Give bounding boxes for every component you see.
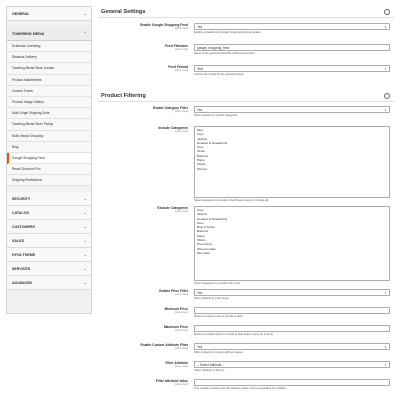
field-label [118, 325, 188, 332]
multiselect-option[interactable]: Men [197, 128, 203, 132]
enable-category-filter-select[interactable] [194, 106, 390, 113]
multiselect-option[interactable]: Tops [197, 208, 204, 212]
multiselect-option[interactable]: Womens Sale [197, 246, 216, 251]
field-label [118, 206, 188, 213]
section-title: General Settings [101, 8, 146, 15]
sidebar-section-towering-media[interactable] [7, 27, 91, 41]
field-label [118, 289, 188, 296]
collapse-icon[interactable]: ⌃ [385, 8, 389, 13]
chevron-down-icon: ⌄ [83, 280, 87, 286]
sidebar-section[interactable] [7, 234, 91, 248]
feed-format-select[interactable] [194, 65, 390, 72]
select-value: -- Select Attribute -- [197, 362, 225, 367]
select-value: XML [197, 66, 204, 71]
multiselect-option[interactable]: Jackets [197, 136, 208, 141]
filter-attribute-value-input[interactable] [194, 379, 390, 386]
scope-text: [store view] [174, 110, 188, 113]
field-label [118, 343, 188, 350]
sidebar-section[interactable] [7, 220, 91, 234]
sidebar-section-label: SERVICES [12, 266, 31, 271]
include-categories-multiselect[interactable] [194, 126, 390, 198]
sidebar-item-list [7, 41, 91, 186]
sidebar-section-general[interactable] [7, 7, 91, 21]
field-label [118, 65, 188, 72]
sidebar-item[interactable]: Product Image Gallery [7, 97, 91, 108]
exclude-categories-multiselect[interactable] [194, 206, 390, 281]
scope-text: [store view] [174, 311, 188, 314]
config-main [98, 6, 394, 394]
label-text: Feed Format [168, 65, 188, 69]
sidebar-section-label: GENERAL [12, 11, 30, 16]
sidebar-item[interactable]: Extension Licensing [7, 41, 91, 52]
enable-price-filter-select[interactable] [194, 289, 390, 296]
feed-filename-input[interactable] [194, 44, 390, 51]
chevron-up-icon: ⌃ [83, 31, 87, 36]
multiselect-option[interactable]: Bras & Tanks [197, 225, 215, 230]
sidebar-item[interactable]: Shipping Restrictions [7, 175, 91, 186]
label-text: Include Categories [158, 126, 188, 130]
dropdown-arrow-icon: ▾ [384, 108, 387, 113]
sidebar-item[interactable]: Blog [7, 142, 91, 153]
multiselect-option[interactable]: Shorts [197, 162, 206, 167]
field-note: Filter products by price range [194, 297, 229, 301]
select-value: Yes [197, 290, 203, 295]
field-note: Filter products by specific categories [194, 114, 238, 118]
select-value: Yes [197, 344, 203, 349]
field-note: Name of the generated feed file (without extension) [194, 52, 255, 56]
multiselect-option[interactable]: Tanks [197, 149, 205, 154]
multiselect-option[interactable]: Tees [197, 145, 204, 150]
sidebar-section-label: CATALOG [12, 210, 30, 215]
select-value: Yes [197, 24, 203, 29]
chevron-down-icon: ⌄ [83, 238, 87, 244]
field-note: Select categories to exclude from feed [194, 282, 240, 286]
multiselect-option[interactable]: Pants [197, 158, 205, 163]
field-label [118, 307, 188, 314]
enable-feed-select[interactable] [194, 23, 390, 30]
field-label [118, 44, 188, 51]
scope-text: [store view] [174, 383, 188, 386]
sidebar-item[interactable]: Towering Media Store Locator [7, 63, 91, 74]
enable-custom-attribute-filter-select[interactable] [194, 343, 390, 350]
field-note: Minimum product price to include in feed [194, 315, 243, 319]
multiselect-option[interactable]: Shorts [197, 238, 206, 243]
label-text: Enable Custom Attribute Filter [140, 343, 188, 347]
chevron-down-icon: ⌄ [83, 11, 87, 16]
sidebar-section[interactable] [7, 192, 91, 206]
label-text: Feed Filename [165, 44, 188, 48]
sidebar-section-label: HYVA THEME [12, 252, 36, 257]
sidebar-item[interactable]: Google Shopping Feed [7, 153, 91, 164]
dropdown-arrow-icon: ▾ [384, 345, 387, 350]
label-text: Filter Attribute Value [155, 379, 188, 383]
label-text: Exclude Categories [157, 206, 188, 210]
sidebar-item[interactable]: React Checkout Pro [7, 164, 91, 175]
multiselect-option[interactable]: Tees [197, 220, 204, 225]
general-settings-header[interactable] [98, 6, 394, 18]
sidebar-section-label: CUSTOMERS [12, 224, 35, 229]
field-note: Select categories to include in feed (leave empty to include all) [194, 199, 269, 203]
field-note: Maximum product price to include in feed (leave empty for no limit) [194, 333, 274, 337]
field-label [118, 106, 188, 113]
multiselect-option[interactable]: Pants [197, 233, 205, 238]
sidebar-section-label: SECURITY [12, 196, 31, 201]
scope-text: [store view] [174, 210, 188, 213]
field-note: Select attribute to filter by [194, 369, 225, 373]
field-label [118, 23, 188, 30]
sidebar-section-label: ADVANCED [12, 280, 33, 285]
minimum-price-input[interactable] [194, 307, 390, 314]
multiselect-option[interactable]: Bottoms [197, 229, 209, 234]
sidebar-section[interactable] [7, 276, 91, 290]
field-note: Filter products by custom attribute values [194, 351, 243, 355]
label-text: Minimum Price [164, 307, 188, 311]
chevron-down-icon: ⌄ [83, 224, 87, 230]
scope-text: [store view] [174, 48, 188, 51]
field-note: Choose the format for the generated feed [194, 73, 244, 77]
chevron-down-icon: ⌄ [83, 196, 87, 202]
input-value: google_shopping_feed [197, 45, 230, 50]
label-text: Enable Price Filter [159, 289, 188, 293]
multiselect-option[interactable]: Jackets [197, 212, 208, 217]
dropdown-arrow-icon: ▾ [384, 363, 387, 368]
sidebar-item[interactable]: Multi Vendor Dropship [7, 131, 91, 142]
sidebar-section[interactable] [7, 262, 91, 276]
dropdown-arrow-icon: ▾ [384, 25, 387, 30]
sidebar-section-label: SALES [12, 238, 24, 243]
field-label [118, 126, 188, 133]
multiselect-option[interactable]: Hoodies & Sweatshirts [197, 216, 228, 221]
section-title: Product Filtering [101, 92, 146, 99]
label-text: Enable Category Filter [153, 106, 188, 110]
label-text: Filter Attribute [165, 361, 188, 365]
config-sidebar [6, 6, 92, 314]
scope-text: [store view] [174, 69, 188, 72]
sidebar-item[interactable]: Distance Delivery [7, 52, 91, 63]
label-text: Enable Google Shopping Feed [140, 23, 188, 27]
field-label [118, 379, 188, 386]
scope-text: [store view] [174, 130, 188, 133]
filter-attribute-select[interactable] [194, 361, 390, 368]
scope-text: [store view] [174, 347, 188, 350]
dropdown-arrow-icon: ▾ [384, 67, 387, 72]
sidebar-item[interactable]: Towering Media Store Pickup [7, 119, 91, 130]
chevron-down-icon: ⌄ [83, 210, 87, 216]
field-note: Only include products with this attribute value (comma-separated for multiple) [194, 387, 287, 391]
product-filtering-header[interactable] [98, 90, 394, 102]
field-label [118, 361, 188, 368]
sidebar-section[interactable] [7, 248, 91, 262]
chevron-down-icon: ⌄ [83, 266, 87, 272]
sidebar-item[interactable]: Multi Origin Shipping Suite [7, 108, 91, 119]
sidebar-item[interactable]: Product Attachments [7, 75, 91, 86]
scope-text: [store view] [174, 293, 188, 296]
field-note: Enable or disable the Google Shopping Feed generation [194, 31, 262, 35]
sidebar-item[interactable]: Custom Forms [7, 86, 91, 97]
scope-text: [store view] [174, 365, 188, 368]
scope-text: [store view] [174, 329, 188, 332]
sidebar-section-label: TOWERING MEDIA [12, 31, 45, 36]
scope-text: [store view] [174, 27, 188, 30]
collapse-icon[interactable]: ⌃ [385, 92, 389, 97]
sidebar-section[interactable] [7, 206, 91, 220]
chevron-down-icon: ⌄ [83, 252, 87, 258]
sidebar-bottom-sections [7, 192, 91, 290]
multiselect-option[interactable]: Tops [197, 132, 204, 137]
multiselect-option[interactable]: Men Sale [197, 250, 210, 255]
dropdown-arrow-icon: ▾ [384, 291, 387, 296]
multiselect-option[interactable]: Hoodies & Sweatshirts [197, 140, 228, 145]
multiselect-option[interactable]: Women [197, 166, 208, 171]
select-value: Yes [197, 107, 203, 112]
maximum-price-input[interactable] [194, 325, 390, 332]
multiselect-option[interactable]: Bottoms [197, 153, 209, 158]
label-text: Maximum Price [163, 325, 188, 329]
multiselect-option[interactable]: Promotions [197, 242, 213, 247]
